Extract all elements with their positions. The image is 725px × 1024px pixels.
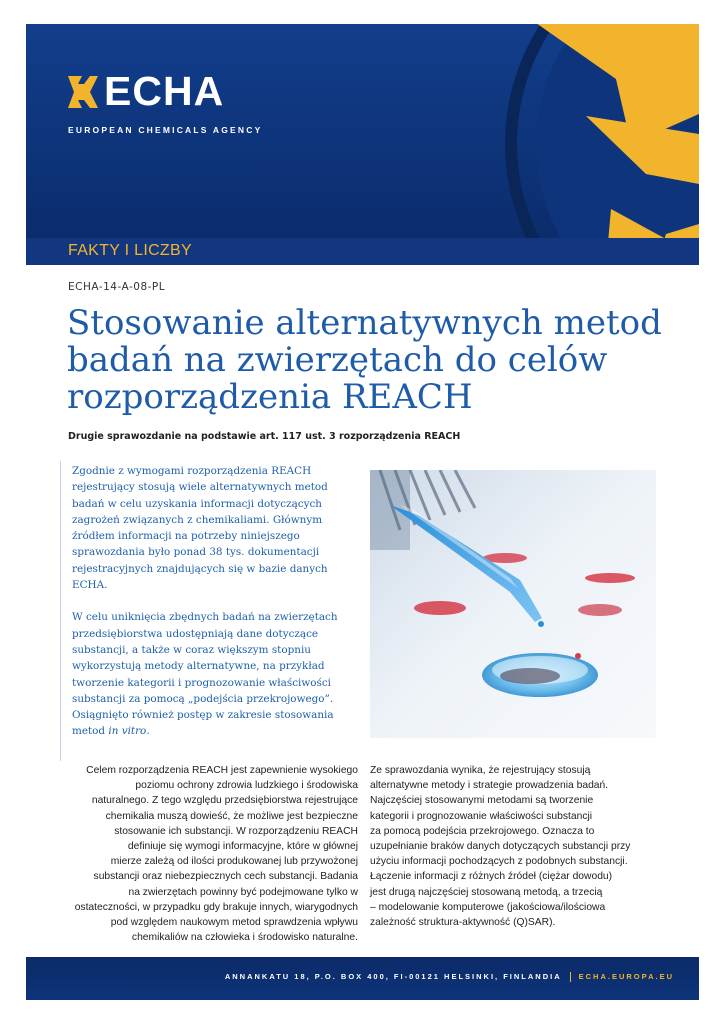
echa-logo — [68, 68, 225, 114]
intro-paragraph-2-end: . — [146, 725, 150, 738]
footer-band — [26, 957, 699, 1000]
page-subtitle: Drugie sprawozdanie na podstawie art. 117 ust. 3 rozporządzenia REACH — [68, 431, 461, 442]
intro-paragraph-2 — [72, 609, 354, 739]
body-column-right: Ze sprawozdania wynika, że rejestrujący stosują alternatywne metody i strategie prowadzenia badań. Najczęściej stosowanymi metodami są tworzenie kategorii i prognozowanie właściwości substancji za pomocą podejścia przekrojowego. Oznacza to uzupełnianie braków danych dotyczących substancji przy użyciu informacji pochodzących z podobnych substancji. Łączenie informacji z różnych źródeł (ciężar dowodu) jest drugą najczęściej stosowaną metodą, a trzecią – modelowanie komputerowe (jakościowa/ilościowa zależność struktura-aktywność (Q)SAR). — [370, 765, 631, 929]
page-title: Stosowanie alternatywnych metod badań na zwierzętach do celów rozporządzenia REACH — [67, 303, 662, 417]
echa-logo-mark-icon — [68, 76, 98, 108]
footer-contact — [225, 972, 674, 982]
intro-italic-term: in vitro — [108, 725, 147, 738]
intro-paragraph-1: Zgodnie z wymogami rozporządzenia REACH rejestrujący stosują wiele alternatywnych metod badań w celu uzyskania informacji dotyczących zagrożeń związanych z chemikaliami. Głównym źródłem informacji na potrzeby niniejszego sprawozdania było ponad 38 tys. dokumentacji rejestracyjnych znajdujących się w bazie danych ECHA. — [72, 465, 328, 592]
logo-subtitle: EUROPEAN CHEMICALS AGENCY — [68, 125, 263, 135]
footer-website-link[interactable]: ECHA.EUROPA.EU — [578, 972, 674, 981]
header-banner — [26, 24, 699, 265]
pipette-petri-dish-image — [370, 470, 656, 738]
star-decoration — [26, 24, 699, 265]
intro-divider — [60, 461, 61, 761]
footer-address: ANNANKATU 18, P.O. BOX 400, FI-00121 HELSINKI, FINLANDIA — [224, 972, 562, 981]
body-column-left: Celem rozporządzenia REACH jest zapewnienie wysokiego poziomu ochrony zdrowia ludzkiego i środowiska naturalnego. Z tego względu przedsiębiorstwa rejestrujące chemikalia muszą dowieść, że możliwe jest bezpieczne stosowanie ich substancji. W rozporządzeniu REACH definiuje się wymogi informacyjne, które w głównej mierze zależą od ilości produkowanej lub przywożonej substancji oraz niebezpiecznych cech substancji. Badania na zwierzętach powinny być podejmowane tylko w ostateczności, w przypadku gdy brakuje innych, wiarygodnych pod względem naukowym metod sprawdzenia wpływu chemikaliów na człowieka i środowisko naturalne. — [74, 765, 358, 944]
document-id: ECHA-14-A-08-PL — [68, 281, 166, 293]
footer-separator — [570, 972, 571, 982]
intro-text — [72, 463, 354, 756]
intro-paragraph-2-text: W celu uniknięcia zbędnych badań na zwierzętach przedsiębiorstwa udostępniają dane dotyczące substancji, a także w coraz większym stopniu wykorzystują metody alternatywne, na przykład tworzenie kategorii i prognozowanie właściwości substancji za pomocą „podejścia przekrojowego”. Osiągnięto również postęp w zakresie stosowania metod — [72, 611, 338, 738]
lab-photo — [370, 470, 656, 738]
section-label: FAKTY I LICZBY — [68, 242, 192, 259]
logo-wordmark: ECHA — [104, 68, 225, 114]
